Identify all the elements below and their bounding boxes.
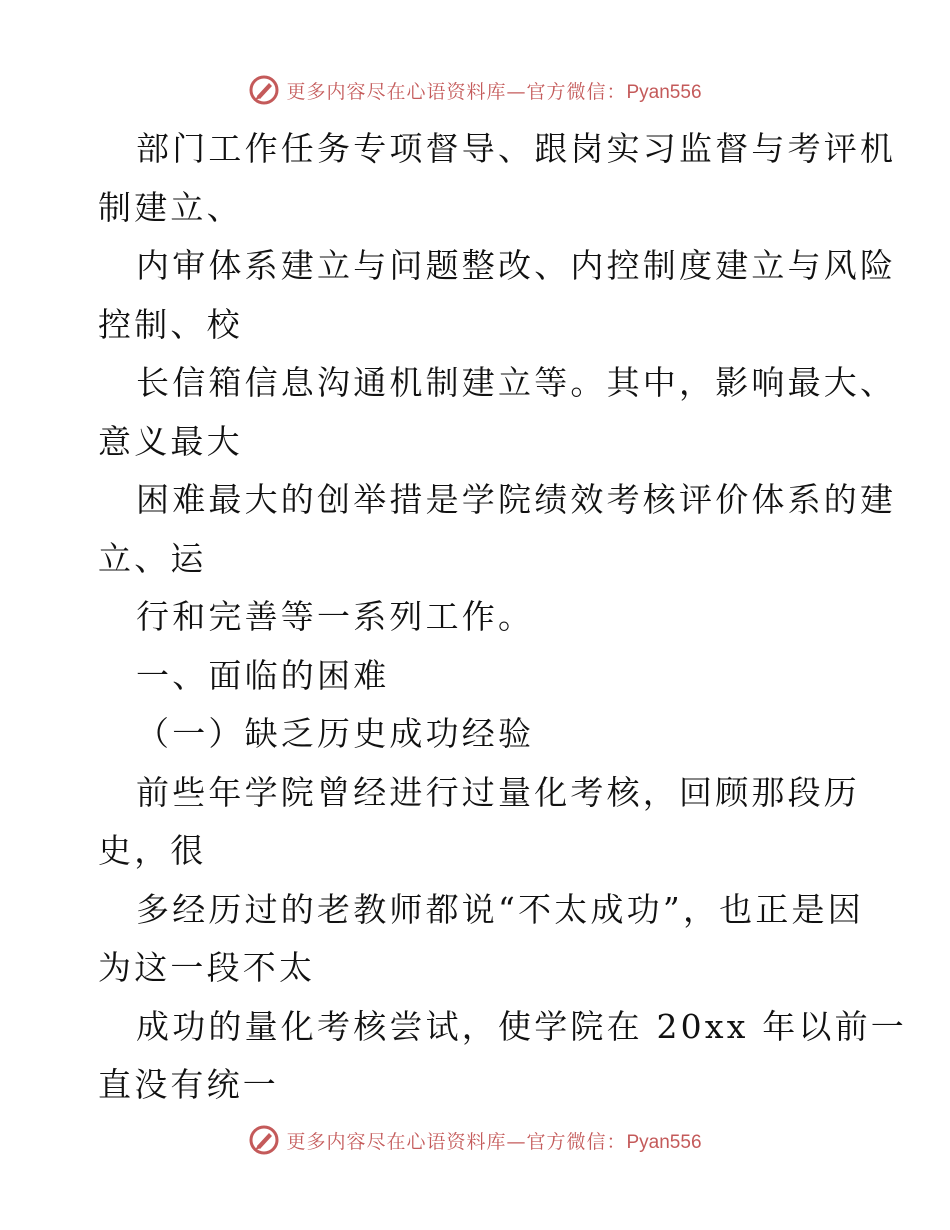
footer-watermark [0,1120,950,1160]
brush-logo-icon [248,74,280,106]
body-line: 直没有统一 [98,1065,279,1104]
body-line: 多经历过的老教师都说“不太成功”，也正是因 [136,889,864,929]
body-line: 制建立、 [98,187,243,227]
body-line: 成功的量化考核尝试，使学院在 20xx 年以前一 [136,1006,907,1046]
body-line: 部门工作任务专项督导、跟岗实习监督与考评机 [136,129,897,168]
body-line: 前些年学院曾经进行过量化考核，回顾那段历 [136,772,860,812]
brush-logo-icon [248,1124,280,1156]
body-line: 控制、校 [98,304,243,344]
section-heading: 一、面临的困难 [136,655,390,695]
body-line: 立、运 [98,538,207,578]
body-line: 长信箱信息沟通机制建立等。其中，影响最大、 [136,363,897,402]
watermark-text: 更多内容尽在心语资料库—官方微信：Pyan556 [286,1130,702,1153]
body-line: 困难最大的创举措是学院绩效考核评价体系的建 [136,480,897,519]
body-line: 行和完善等一系列工作。 [136,597,535,636]
body-line: 内审体系建立与问题整改、内控制度建立与风险 [136,246,897,285]
document-body [98,120,907,1115]
body-line: 为这一段不太 [98,948,316,987]
body-line: 意义最大 [98,421,243,461]
body-line: 史，很 [98,831,207,870]
watermark-text: 更多内容尽在心语资料库—官方微信：Pyan556 [286,80,702,103]
subsection-heading: （一）缺乏历史成功经验 [136,714,535,753]
header-watermark [0,70,950,110]
